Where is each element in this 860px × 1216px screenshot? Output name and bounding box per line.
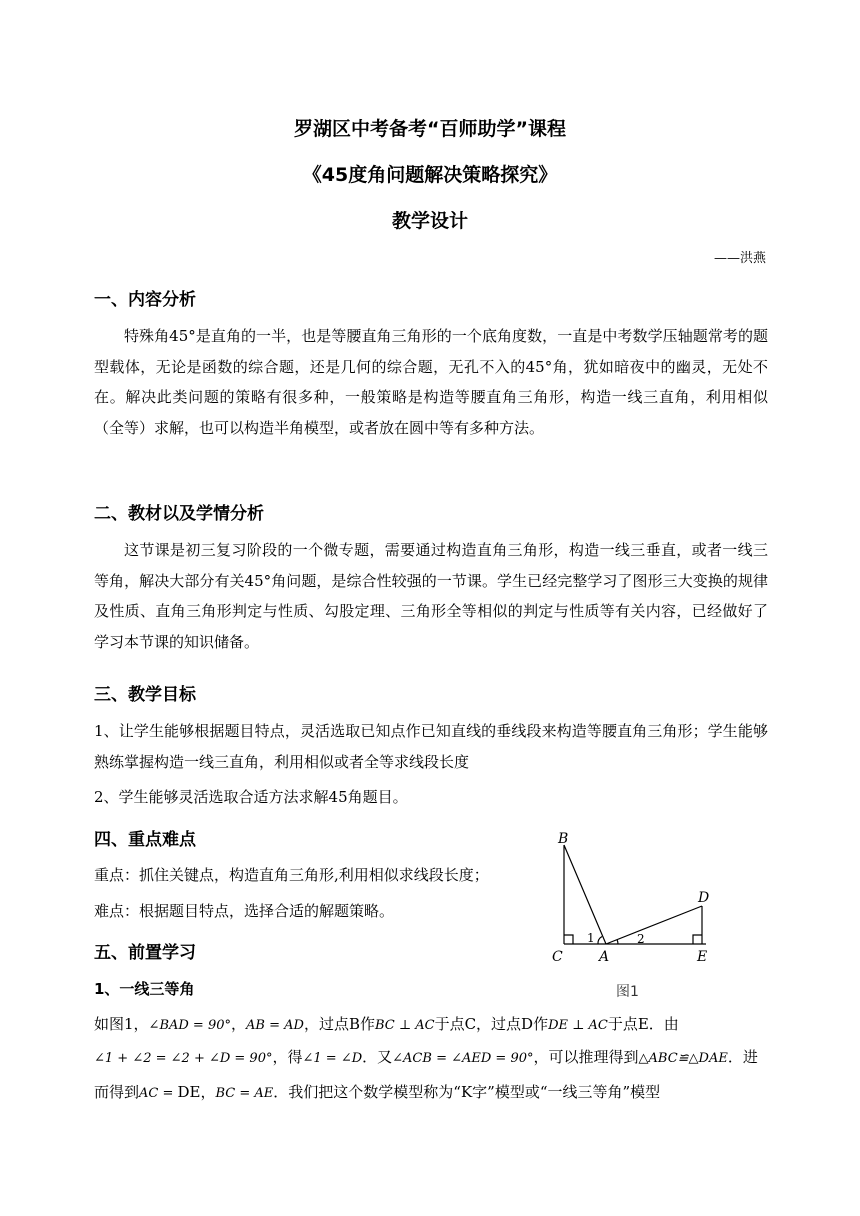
math-congruence: △ABC≌△DAE xyxy=(638,1051,728,1066)
section-heading-preview: 五、前置学习 xyxy=(94,943,196,963)
author: ——洪燕 xyxy=(713,251,766,266)
subsection-heading-k-model: 1、一线三等角 xyxy=(94,980,195,998)
difficulty-text: 难点：根据题目特点，选择合适的解题策略。 xyxy=(94,902,395,920)
right-angle-e xyxy=(693,935,702,944)
right-angle-c xyxy=(564,935,573,944)
materials-paragraph: 这节课是初三复习阶段的一个微专题，需要通过构造直角三角形，构造一线三垂直，或者一线三等角，解决大部分有关45°角问题，是综合性较强的一节课。学生已经完整学习了图形三大变换的规律及性质、直角三角形判定与性质、勾股定理、三角形全等相似的判定与性质等有关内容，已经做好了学习本节课的知识储备。 xyxy=(94,541,768,651)
math-angle-equal: ∠1 = ∠D xyxy=(302,1051,363,1066)
math-ac: AC = xyxy=(139,1086,178,1101)
figure-1-k-model xyxy=(540,828,740,1008)
segment-ad xyxy=(606,906,702,944)
label-e: E xyxy=(697,949,708,965)
preview-line-1: 如图1，∠BAD = 90°，AB = AD，过点B作BC ⊥ AC于点C，过点D作DE ⊥ AC于点E．由 xyxy=(94,1015,679,1033)
label-d: D xyxy=(698,890,710,906)
math-bc-ae: BC = AE xyxy=(215,1086,274,1101)
doc-type-title: 教学设计 xyxy=(391,210,468,232)
lesson-title: 《45度角问题解决策略探究》 xyxy=(302,164,558,186)
math-angle-sum: ∠1 + ∠2 = ∠2 + ∠D = 90° xyxy=(94,1051,273,1066)
section-heading-key-points: 四、重点难点 xyxy=(94,830,196,850)
content-analysis-paragraph: 特殊角45°是直角的一半，也是等腰直角三角形的一个底角度数，一直是中考数学压轴题常考的题型载体，无论是函数的综合题，还是几何的综合题，无孔不入的45°角，犹如暗夜中的幽灵，无处不在。解决此类问题的策略有很多种，一般策略是构造等腰直角三角形，构造一线三直角，利用相似（全等）求解，也可以构造半角模型，或者放在圆中等有多种方法。 xyxy=(94,327,768,437)
math-angle-bad: ∠BAD = 90° xyxy=(148,1018,232,1033)
segment-ab xyxy=(564,845,606,944)
math-bc-perp-ac: BC ⊥ AC xyxy=(374,1018,435,1033)
label-c: C xyxy=(552,949,563,965)
math-de-perp-ac: DE ⊥ AC xyxy=(548,1018,608,1033)
label-angle-2: 2 xyxy=(637,932,645,946)
angle-mark-1 xyxy=(598,937,602,945)
section-heading-objectives: 三、教学目标 xyxy=(94,685,196,705)
label-angle-1: 1 xyxy=(587,931,595,945)
key-point-text: 重点：抓住关键点，构造直角三角形,利用相似求线段长度； xyxy=(94,866,489,884)
section-heading-content-analysis: 一、内容分析 xyxy=(94,290,196,310)
angle-mark-2 xyxy=(617,940,618,945)
preview-line-3: 而得到AC = DE，BC = AE．我们把这个数学模型称为“K字”模型或“一线三等角”模型 xyxy=(94,1083,661,1101)
objective-item-2: 2、学生能够灵活选取合适方法求解45角题目。 xyxy=(94,788,408,806)
preview-line-2: ∠1 + ∠2 = ∠2 + ∠D = 90°，得∠1 = ∠D．又∠ACB = ∠AED = 90°，可以推理得到△ABC≌△DAE．进 xyxy=(94,1048,758,1066)
course-title: 罗湖区中考备考“百师助学”课程 xyxy=(294,118,566,140)
math-right-angles: ∠ACB = ∠AED = 90° xyxy=(392,1051,534,1066)
label-a: A xyxy=(599,949,610,965)
section-heading-materials: 二、教材以及学情分析 xyxy=(94,504,264,524)
math-ab-ad: AB = AD xyxy=(246,1018,304,1033)
figure-caption: 图1 xyxy=(616,984,639,1000)
label-b: B xyxy=(558,831,569,847)
objective-item-1: 1、让学生能够根据题目特点，灵活选取已知点作已知直线的垂线段来构造等腰直角三角形；学生能够熟练掌握构造一线三直角，利用相似或者全等求线段长度 xyxy=(94,722,768,771)
